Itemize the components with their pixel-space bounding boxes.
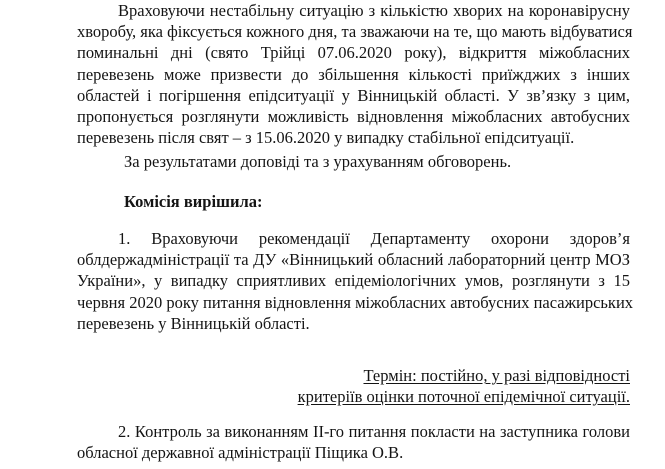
paragraph-line: перевезень може призвести до збільшення кількості приїжджих з інших (77, 64, 630, 84)
decision-item-2 (77, 421, 630, 463)
paragraph-line: Враховуючи нестабільну ситуацію з кількістю хворих на коронавірусну (118, 1, 630, 20)
results-statement: За результатами доповіді та з урахуванням обговорень. (124, 152, 512, 171)
paragraph-line: України», у випадку сприятливих епідеміологічних умов, розглянути з 15 (77, 271, 630, 291)
paragraph-line: червня 2020 року питання відновлення міжобласних автобусних пасажирських (77, 292, 634, 312)
decision-item-1 (77, 228, 634, 334)
decision-heading: Комісія вирішила: (124, 192, 263, 211)
deadline-line-1: Термін: постійно, у разі відповідності (363, 366, 630, 385)
paragraph-line: хворобу, яка фіксується кожного дня, та зважаючи на те, що мають відбуватися (77, 22, 633, 42)
paragraph-line: пропонується розглянути можливість відновлення міжобласних автобусних (77, 107, 630, 127)
paragraph-line: поминальні дні (свято Трійці 07.06.2020 року), відкриття міжобласних (77, 43, 630, 63)
paragraph-line: облдержадміністрації та ДУ «Вінницький обласний лабораторний центр МОЗ (77, 250, 630, 270)
deadline-note (298, 365, 630, 407)
paragraph-line: 1. Враховуючи рекомендації Департаменту охорони здоров’я (118, 229, 630, 248)
paragraph-line: перевезень після свят – з 15.06.2020 у випадку стабільної епідситуації. (77, 128, 575, 148)
paragraph-line: 2. Контроль за виконанням ІІ-го питання покласти на заступника голови (118, 422, 630, 441)
paragraph-line: обласної державної адміністрації Піщика О.В. (77, 443, 404, 463)
paragraph-covid-situation (77, 0, 633, 148)
paragraph-line: перевезень у Вінницькій області. (77, 313, 310, 333)
paragraph-line: областей і погіршення епідситуації у Вінницькій області. У зв’язку з цим, (77, 85, 630, 105)
deadline-line-2: критеріїв оцінки поточної епідемічної ситуації. (297, 387, 630, 406)
